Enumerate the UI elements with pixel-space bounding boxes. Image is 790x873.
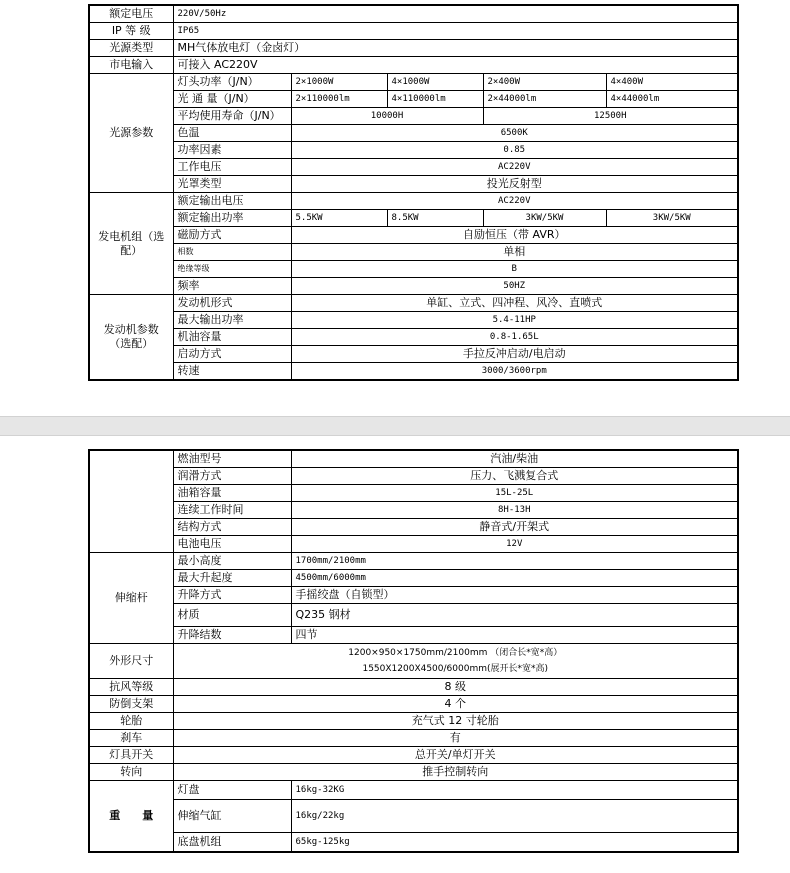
table-row xyxy=(89,261,738,278)
param-label: 功率因素 xyxy=(173,142,291,159)
param-value: 0.8-1.65L xyxy=(291,329,738,346)
table-row xyxy=(89,570,738,587)
param-value: 6500K xyxy=(291,125,738,142)
param-label: 灯盘 xyxy=(173,781,291,800)
param-label: 频率 xyxy=(173,278,291,295)
param-value: 8H-13H xyxy=(291,502,738,519)
table-row xyxy=(89,519,738,536)
row-value: 充气式 12 寸轮胎 xyxy=(173,713,738,730)
table-row xyxy=(89,764,738,781)
spec-table-1 xyxy=(88,4,737,381)
param-value: 8.5KW xyxy=(387,210,483,227)
row-value: 推手控制转向 xyxy=(173,764,738,781)
param-label: 燃油型号 xyxy=(173,450,291,468)
row-value: 8 级 xyxy=(173,679,738,696)
table-row xyxy=(89,450,738,468)
param-label: 灯头功率（J/N） xyxy=(173,74,291,91)
row-label: 防倒支架 xyxy=(89,696,173,713)
spec-table-2 xyxy=(88,449,737,853)
row-value: 220V/50Hz xyxy=(173,5,738,23)
table-row xyxy=(89,553,738,570)
group-label-weight: 重 量 xyxy=(89,781,173,853)
table-row xyxy=(89,329,738,346)
param-label: 材质 xyxy=(173,604,291,627)
table-row xyxy=(89,730,738,747)
param-value: 手摇绞盘（自锁型） xyxy=(291,587,738,604)
dims-open: 1550X1200X4500/6000mm(展开长*宽*高) xyxy=(362,664,549,674)
param-value: 投光反射型 xyxy=(291,176,738,193)
group-label-fuel xyxy=(89,450,173,553)
table-row xyxy=(89,627,738,644)
param-label: 绝缘等级 xyxy=(173,261,291,278)
page-separator-bottom xyxy=(0,435,790,436)
table-row xyxy=(89,644,738,679)
table-row xyxy=(89,57,738,74)
row-value: 4 个 xyxy=(173,696,738,713)
table-row xyxy=(89,193,738,210)
row-label: 刹车 xyxy=(89,730,173,747)
param-label: 工作电压 xyxy=(173,159,291,176)
table-row xyxy=(89,781,738,800)
row-label: 额定电压 xyxy=(89,5,173,23)
row-label: 光源类型 xyxy=(89,40,173,57)
param-value: 2×400W xyxy=(483,74,606,91)
table-row xyxy=(89,536,738,553)
table-row xyxy=(89,800,738,833)
param-value: 3000/3600rpm xyxy=(291,363,738,381)
param-value: 5.5KW xyxy=(291,210,387,227)
table-row xyxy=(89,40,738,57)
param-label: 光罩类型 xyxy=(173,176,291,193)
table-row xyxy=(89,5,738,23)
param-value: 压力、飞溅复合式 xyxy=(291,468,738,485)
group-label-engine: 发动机参数（选配） xyxy=(89,295,173,381)
param-label: 最大输出功率 xyxy=(173,312,291,329)
table-row xyxy=(89,696,738,713)
param-label: 色温 xyxy=(173,125,291,142)
param-value: 4×110000lm xyxy=(387,91,483,108)
param-value: AC220V xyxy=(291,193,738,210)
param-value: Q235 钢材 xyxy=(291,604,738,627)
param-value: 15L-25L xyxy=(291,485,738,502)
param-value: 16kg/22kg xyxy=(291,800,738,833)
row-value: IP65 xyxy=(173,23,738,40)
param-value: 65kg-125kg xyxy=(291,833,738,853)
table-row xyxy=(89,176,738,193)
row-value: 可接入 AC220V xyxy=(173,57,738,74)
param-value: 1700mm/2100mm xyxy=(291,553,738,570)
param-value: 4×400W xyxy=(606,74,738,91)
param-value: 3KW/5KW xyxy=(483,210,606,227)
param-label: 发动机形式 xyxy=(173,295,291,312)
table-row xyxy=(89,295,738,312)
param-label: 机油容量 xyxy=(173,329,291,346)
param-label: 伸缩气缸 xyxy=(173,800,291,833)
row-label: IP 等 级 xyxy=(89,23,173,40)
table-row xyxy=(89,23,738,40)
table-row xyxy=(89,747,738,764)
param-label: 磁励方式 xyxy=(173,227,291,244)
table-row xyxy=(89,312,738,329)
param-label: 油箱容量 xyxy=(173,485,291,502)
param-label: 额定输出电压 xyxy=(173,193,291,210)
param-value: 单缸、立式、四冲程、风冷、直喷式 xyxy=(291,295,738,312)
row-label: 外形尺寸 xyxy=(89,644,173,679)
row-value: 总开关/单灯开关 xyxy=(173,747,738,764)
table-row xyxy=(89,485,738,502)
dims-closed: 1200×950×1750mm/2100mm （闭合长*宽*高） xyxy=(348,648,563,658)
param-value: 手拉反冲启动/电启动 xyxy=(291,346,738,363)
table-row xyxy=(89,679,738,696)
param-value: B xyxy=(291,261,738,278)
row-value: 有 xyxy=(173,730,738,747)
param-value: 3KW/5KW xyxy=(606,210,738,227)
param-value: 静音式/开架式 xyxy=(291,519,738,536)
table-row xyxy=(89,108,738,125)
row-label: 灯具开关 xyxy=(89,747,173,764)
param-value: 2×1000W xyxy=(291,74,387,91)
table-row xyxy=(89,502,738,519)
param-value: 汽油/柴油 xyxy=(291,450,738,468)
param-label: 升降结数 xyxy=(173,627,291,644)
table-row xyxy=(89,74,738,91)
param-value: 2×110000lm xyxy=(291,91,387,108)
param-value: 5.4-11HP xyxy=(291,312,738,329)
table-row xyxy=(89,244,738,261)
param-label: 润滑方式 xyxy=(173,468,291,485)
param-value: 4×44000lm xyxy=(606,91,738,108)
param-value: 50HZ xyxy=(291,278,738,295)
param-label: 额定输出功率 xyxy=(173,210,291,227)
param-value: 12V xyxy=(291,536,738,553)
table-row xyxy=(89,604,738,627)
row-label: 轮胎 xyxy=(89,713,173,730)
table-row xyxy=(89,346,738,363)
table-row xyxy=(89,278,738,295)
param-label: 平均使用寿命（J/N） xyxy=(173,108,291,125)
param-value: 16kg-32KG xyxy=(291,781,738,800)
table-row xyxy=(89,587,738,604)
param-value: 12500H xyxy=(483,108,738,125)
table-row xyxy=(89,125,738,142)
group-label-generator: 发电机组（选配） xyxy=(89,193,173,295)
table-row xyxy=(89,227,738,244)
param-label: 启动方式 xyxy=(173,346,291,363)
param-value: 四节 xyxy=(291,627,738,644)
param-label: 最大升起度 xyxy=(173,570,291,587)
param-label: 连续工作时间 xyxy=(173,502,291,519)
param-label: 最小高度 xyxy=(173,553,291,570)
row-value: MH气体放电灯（金卤灯） xyxy=(173,40,738,57)
table-row xyxy=(89,159,738,176)
param-label: 底盘机组 xyxy=(173,833,291,853)
param-label: 相数 xyxy=(173,244,291,261)
table-row xyxy=(89,363,738,381)
param-label: 转速 xyxy=(173,363,291,381)
table-row xyxy=(89,210,738,227)
table-row xyxy=(89,468,738,485)
table-row xyxy=(89,142,738,159)
param-value: 单相 xyxy=(291,244,738,261)
row-label: 抗风等级 xyxy=(89,679,173,696)
row-label: 转向 xyxy=(89,764,173,781)
table-row xyxy=(89,713,738,730)
param-value: AC220V xyxy=(291,159,738,176)
row-value xyxy=(173,644,738,679)
row-label: 市电输入 xyxy=(89,57,173,74)
param-value: 0.85 xyxy=(291,142,738,159)
table-row xyxy=(89,91,738,108)
param-value: 4500mm/6000mm xyxy=(291,570,738,587)
param-value: 自励恒压（带 AVR） xyxy=(291,227,738,244)
param-value: 2×44000lm xyxy=(483,91,606,108)
page-separator xyxy=(0,417,790,435)
param-label: 结构方式 xyxy=(173,519,291,536)
group-label-mast: 伸缩杆 xyxy=(89,553,173,644)
param-label: 电池电压 xyxy=(173,536,291,553)
param-value: 10000H xyxy=(291,108,483,125)
table-row xyxy=(89,833,738,853)
param-value: 4×1000W xyxy=(387,74,483,91)
group-label-light: 光源参数 xyxy=(89,74,173,193)
param-label: 升降方式 xyxy=(173,587,291,604)
param-label: 光 通 量（J/N） xyxy=(173,91,291,108)
